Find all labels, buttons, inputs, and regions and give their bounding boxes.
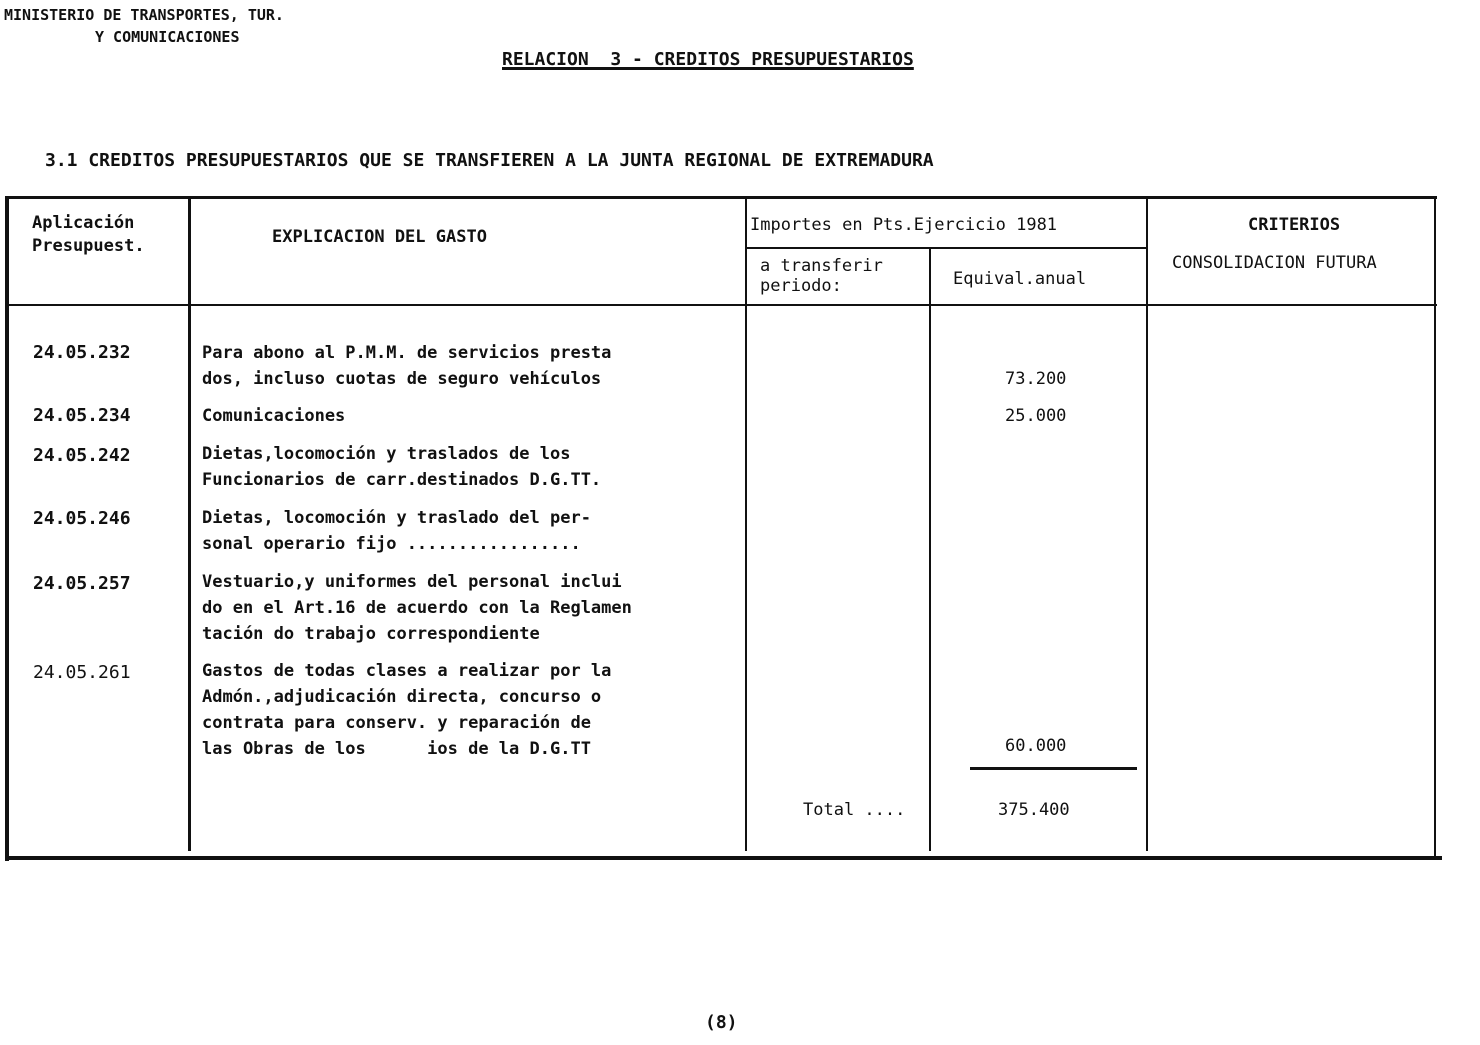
row-app: 24.05.261 (33, 662, 131, 683)
header-consolidacion: CONSOLIDACION FUTURA (1172, 253, 1377, 273)
row-app: 24.05.257 (33, 573, 131, 594)
header-importes: Importes en Pts.Ejercicio 1981 (750, 215, 1058, 235)
row-app: 24.05.242 (33, 445, 131, 466)
row-app: 24.05.232 (33, 342, 131, 363)
ministry-line1: MINISTERIO DE TRANSPORTES, TUR. (4, 6, 284, 24)
row-expl: Dietas,locomoción y traslados de los Funcionarios de carr.destinados D.G.TT. (202, 444, 602, 490)
total-value: 375.400 (998, 800, 1070, 820)
section-title: 3.1 CREDITOS PRESUPUESTARIOS QUE SE TRANSFIEREN A LA JUNTA REGIONAL DE EXTREMADURA (45, 150, 934, 171)
row-expl: Para abono al P.M.M. de servicios presta dos, incluso cuotas de seguro vehículos (202, 343, 612, 389)
header-criterios: CRITERIOS (1248, 215, 1341, 235)
header-transferir: a transferir periodo: (760, 256, 883, 296)
row-expl: Vestuario,y uniformes del personal inclui do en el Art.16 de acuerdo con la Reglamen tación do trabajo correspondiente (202, 572, 632, 644)
header-aplicacion: Aplicación Presupuest. (32, 213, 145, 256)
row-expl: Dietas, locomoción y traslado del per- sonal operario fijo ................. (202, 508, 591, 554)
total-label: Total .... (803, 800, 906, 820)
row-equiv: 25.000 (1005, 406, 1067, 426)
page-number: (8) (705, 1012, 738, 1033)
row-equiv: 60.000 (1005, 736, 1067, 756)
page-title: RELACION 3 - CREDITOS PRESUPUESTARIOS (502, 49, 914, 70)
row-app: 24.05.234 (33, 405, 131, 426)
row-expl: Gastos de todas clases a realizar por la Admón.,adjudicación directa, concurso o contrata para conserv. y reparación de las Obras de los ios de la D.G.TT (202, 661, 612, 759)
row-equiv: 73.200 (1005, 369, 1067, 389)
header-equival: Equival.anual (953, 269, 1087, 289)
header-explicacion: EXPLICACION DEL GASTO (272, 227, 487, 247)
row-app: 24.05.246 (33, 508, 131, 529)
ministry-line2: Y COMUNICACIONES (95, 28, 240, 46)
row-expl: Comunicaciones (202, 406, 346, 426)
